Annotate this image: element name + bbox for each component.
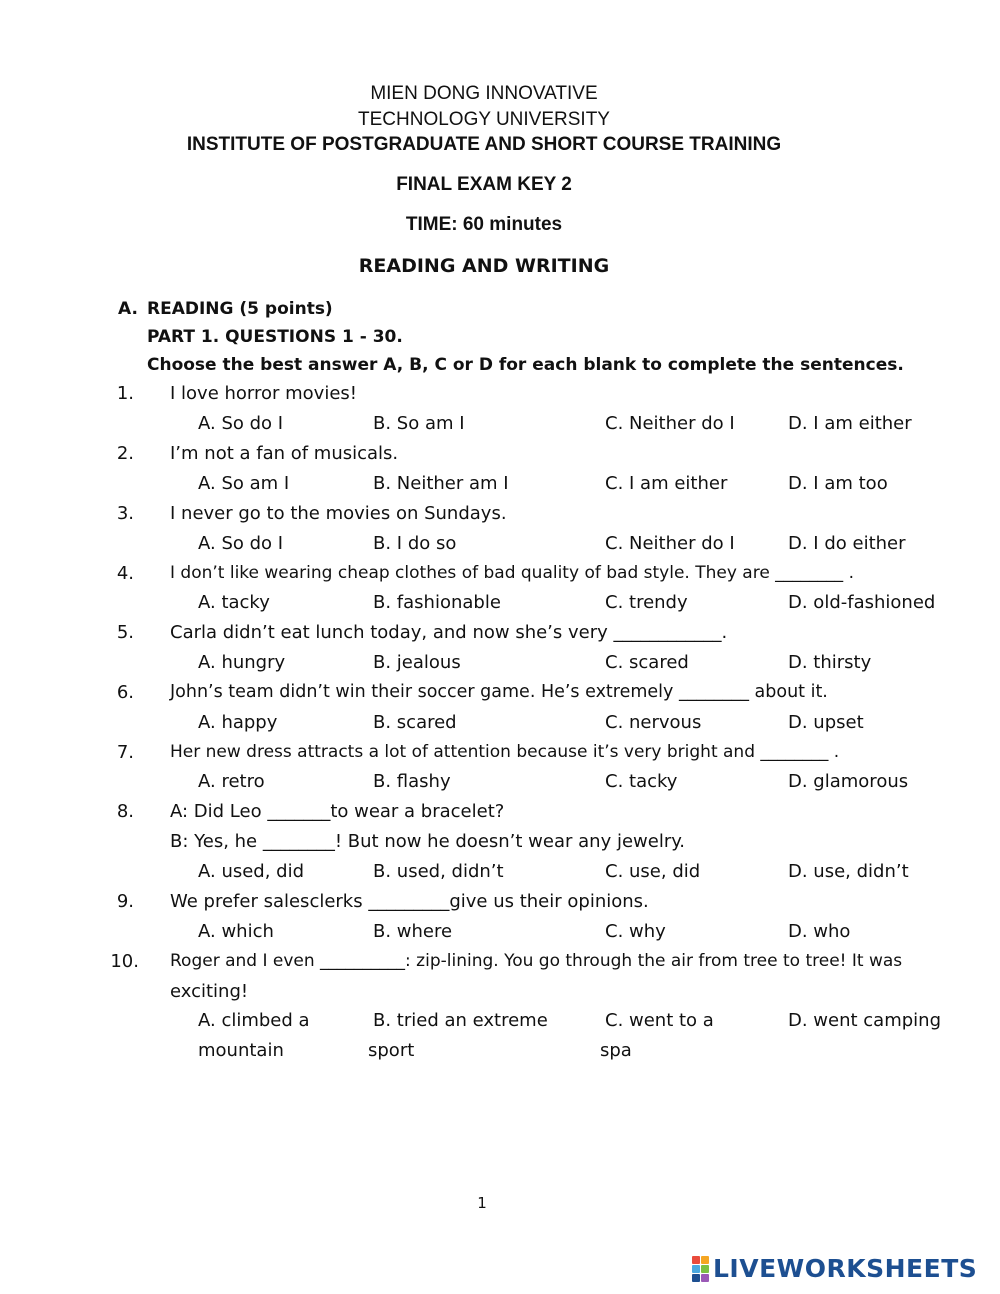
question-number: 1.	[116, 383, 134, 404]
university-name-line1: MIEN DONG INNOVATIVE	[370, 83, 598, 104]
question-text-line2: exciting!	[170, 981, 249, 1002]
option-b[interactable]: B. jealous	[373, 652, 461, 673]
option-c[interactable]: C. nervous	[605, 712, 702, 733]
logo-tile	[692, 1274, 700, 1282]
option-c[interactable]: C. I am either	[605, 473, 728, 494]
institute-name: INSTITUTE OF POSTGRADUATE AND SHORT COURSE TRAINING	[186, 134, 782, 155]
option-d[interactable]: D. I do either	[788, 533, 906, 554]
option-a[interactable]: A. hungry	[198, 652, 286, 673]
option-d[interactable]: D. went camping	[788, 1010, 942, 1031]
option-b[interactable]: B. So am I	[373, 413, 465, 434]
option-d[interactable]: D. old-fashioned	[788, 592, 936, 613]
option-c[interactable]: C. trendy	[605, 592, 688, 613]
logo-tile	[692, 1256, 700, 1264]
logo-tile	[692, 1265, 700, 1273]
question-text: I’m not a fan of musicals.	[170, 443, 399, 464]
question-number: 9.	[116, 891, 134, 912]
question-text: We prefer salesclerks _________give us their opinions.	[170, 891, 649, 912]
option-c[interactable]: C. tacky	[605, 771, 678, 792]
question-text: I love horror movies!	[170, 383, 358, 404]
question-number: 7.	[116, 742, 134, 763]
option-d[interactable]: D. who	[788, 921, 851, 942]
option-d[interactable]: D. thirsty	[788, 652, 872, 673]
option-a[interactable]: A. used, did	[198, 861, 305, 882]
question-number: 5.	[116, 622, 134, 643]
option-b[interactable]: B. used, didn’t	[373, 861, 504, 882]
section-letter: A.	[118, 299, 138, 319]
instruction-text: Choose the best answer A, B, C or D for each blank to complete the sentences.	[147, 355, 904, 375]
question-number: 3.	[116, 503, 134, 524]
option-c-continued: spa	[600, 1040, 632, 1061]
option-c[interactable]: C. went to a	[605, 1010, 714, 1031]
option-c[interactable]: C. Neither do I	[605, 533, 735, 554]
option-b[interactable]: B. fashionable	[373, 592, 501, 613]
question-text: John’s team didn’t win their soccer game. He’s extremely ________ about it.	[170, 682, 828, 702]
question-text: I never go to the movies on Sundays.	[170, 503, 507, 524]
option-b[interactable]: B. I do so	[373, 533, 457, 554]
part-heading: PART 1. QUESTIONS 1 - 30.	[147, 327, 403, 347]
option-d[interactable]: D. use, didn’t	[788, 861, 909, 882]
liveworksheets-logo[interactable]	[692, 1254, 977, 1283]
option-b[interactable]: B. scared	[373, 712, 457, 733]
logo-grid-icon	[692, 1256, 709, 1282]
logo-tile	[701, 1256, 709, 1264]
option-a[interactable]: A. climbed a	[198, 1010, 310, 1031]
option-d[interactable]: D. upset	[788, 712, 864, 733]
option-a[interactable]: A. So do I	[198, 533, 284, 554]
option-a[interactable]: A. So do I	[198, 413, 284, 434]
section-heading	[118, 299, 333, 319]
option-b[interactable]: B. tried an extreme	[373, 1010, 548, 1031]
option-a[interactable]: A. So am I	[198, 473, 290, 494]
section-name: READING (5 points)	[147, 299, 333, 319]
option-d[interactable]: D. glamorous	[788, 771, 909, 792]
option-c[interactable]: C. use, did	[605, 861, 701, 882]
option-a-continued: mountain	[198, 1040, 284, 1061]
option-a[interactable]: A. retro	[198, 771, 265, 792]
exam-time: TIME: 60 minutes	[405, 214, 563, 235]
option-c[interactable]: C. why	[605, 921, 666, 942]
section-title: READING AND WRITING	[358, 255, 610, 277]
question-text: A: Did Leo _______to wear a bracelet?	[170, 801, 505, 822]
question-number: 8.	[116, 801, 134, 822]
question-text: Carla didn’t eat lunch today, and now she’s very ____________.	[170, 622, 728, 643]
question-number: 10.	[110, 951, 139, 972]
question-text: Her new dress attracts a lot of attention because it’s very bright and ________ .	[170, 742, 840, 762]
option-a[interactable]: A. happy	[198, 712, 278, 733]
logo-tile	[701, 1265, 709, 1273]
option-c[interactable]: C. scared	[605, 652, 689, 673]
logo-text: LIVEWORKSHEETS	[713, 1254, 978, 1283]
question-number: 6.	[116, 682, 134, 703]
option-b[interactable]: B. flashy	[373, 771, 451, 792]
university-name-line2: TECHNOLOGY UNIVERSITY	[358, 109, 610, 130]
option-d[interactable]: D. I am either	[788, 413, 912, 434]
option-b-continued: sport	[368, 1040, 415, 1061]
page-number: 1	[477, 1194, 487, 1212]
option-b[interactable]: B. where	[373, 921, 453, 942]
question-text: I don’t like wearing cheap clothes of bad quality of bad style. They are ________ .	[170, 563, 854, 583]
exam-title: FINAL EXAM KEY 2	[396, 174, 572, 195]
option-c[interactable]: C. Neither do I	[605, 413, 735, 434]
question-text-line2: B: Yes, he ________! But now he doesn’t wear any jewelry.	[170, 831, 686, 852]
question-text: Roger and I even __________: zip-lining. You go through the air from tree to tree! It was	[170, 951, 903, 971]
option-a[interactable]: A. tacky	[198, 592, 270, 613]
option-a[interactable]: A. which	[198, 921, 274, 942]
option-d[interactable]: D. I am too	[788, 473, 888, 494]
logo-tile	[701, 1274, 709, 1282]
option-b[interactable]: B. Neither am I	[373, 473, 509, 494]
question-number: 4.	[116, 563, 134, 584]
question-number: 2.	[116, 443, 134, 464]
